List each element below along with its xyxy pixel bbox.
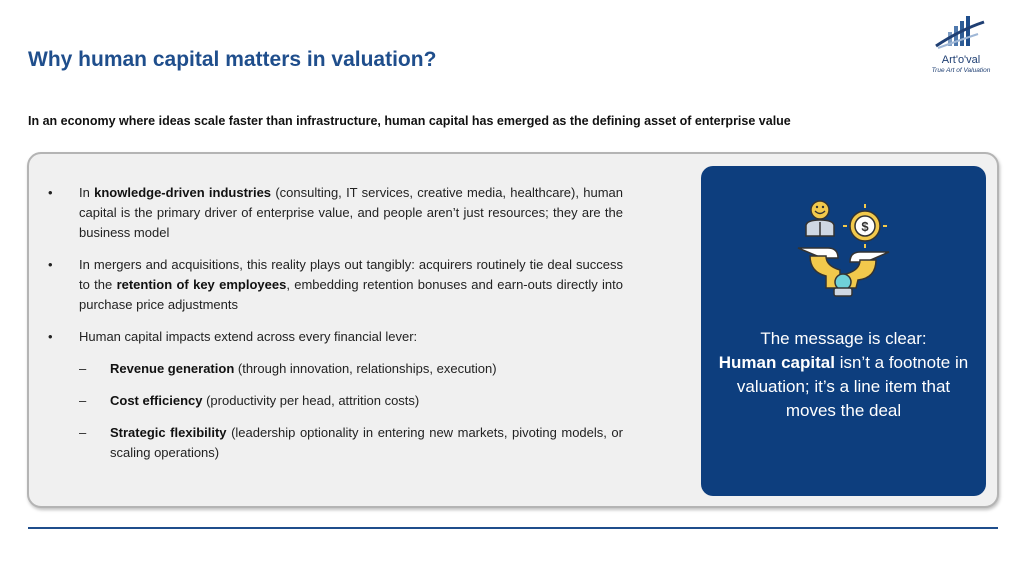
point-text: , embedding retention bonuses and earn-outs directly into purchase price adjustments <box>79 277 623 312</box>
point-emphasis: retention of key employees <box>116 277 287 292</box>
slide-title: Why human capital matters in valuation? <box>28 48 437 71</box>
company-logo <box>922 12 1000 92</box>
key-message-text <box>711 327 976 423</box>
point-knowledge-industries <box>48 183 623 243</box>
lever-revenue-generation <box>79 359 623 379</box>
message-body: isn’t a footnote in valuation; it’s a line item that moves the deal <box>736 353 969 420</box>
point-text: In mergers and acquisitions, this reality plays out tangibly: acquirers routinely tie deal success to the <box>79 257 623 292</box>
dash-marker: – <box>79 425 87 440</box>
point-mergers-acquisitions <box>48 255 623 315</box>
lever-name: Cost efficiency <box>110 393 203 408</box>
lever-name: Strategic flexibility <box>110 425 227 440</box>
lever-detail: (leadership optionality in entering new markets, pivoting models, or scaling operations) <box>110 425 623 460</box>
point-emphasis: knowledge-driven industries <box>94 185 272 200</box>
point-text: Human capital impacts extend across every financial lever: <box>79 329 418 344</box>
bar-chart-swoosh-logo-icon <box>932 12 990 52</box>
logo-tagline: True Art of Valuation <box>931 67 991 74</box>
key-points-list <box>48 183 623 463</box>
point-financial-levers <box>48 327 623 463</box>
key-message-panel <box>701 166 986 496</box>
lever-name: Revenue generation <box>110 361 235 376</box>
bullet-marker: • <box>48 329 53 344</box>
footer-divider <box>28 527 998 529</box>
slide-subtitle: In an economy where ideas scale faster than infrastructure, human capital has emerged as the defining asset of enterprise value <box>28 114 791 128</box>
human-capital-exchange-icon <box>796 196 891 300</box>
dash-marker: – <box>79 361 87 376</box>
lever-detail: (productivity per head, attrition costs) <box>202 393 420 408</box>
point-text: In <box>79 185 95 200</box>
lever-detail: (through innovation, relationships, execution) <box>234 361 497 376</box>
lever-strategic-flexibility <box>79 423 623 463</box>
lever-cost-efficiency <box>79 391 623 411</box>
logo-name: Art'o'val <box>941 54 981 66</box>
bullet-marker: • <box>48 185 53 200</box>
svg-text:$: $ <box>861 219 869 234</box>
message-intro: The message is clear: <box>760 329 927 348</box>
financial-levers-list <box>79 359 623 463</box>
dash-marker: – <box>79 393 87 408</box>
bullet-marker: • <box>48 257 53 272</box>
message-emphasis: Human capital <box>718 353 835 372</box>
point-text: (consulting, IT services, creative media, healthcare), human capital is the primary driver of enterprise value, and people aren’t just resources; they are the business model <box>79 185 623 240</box>
